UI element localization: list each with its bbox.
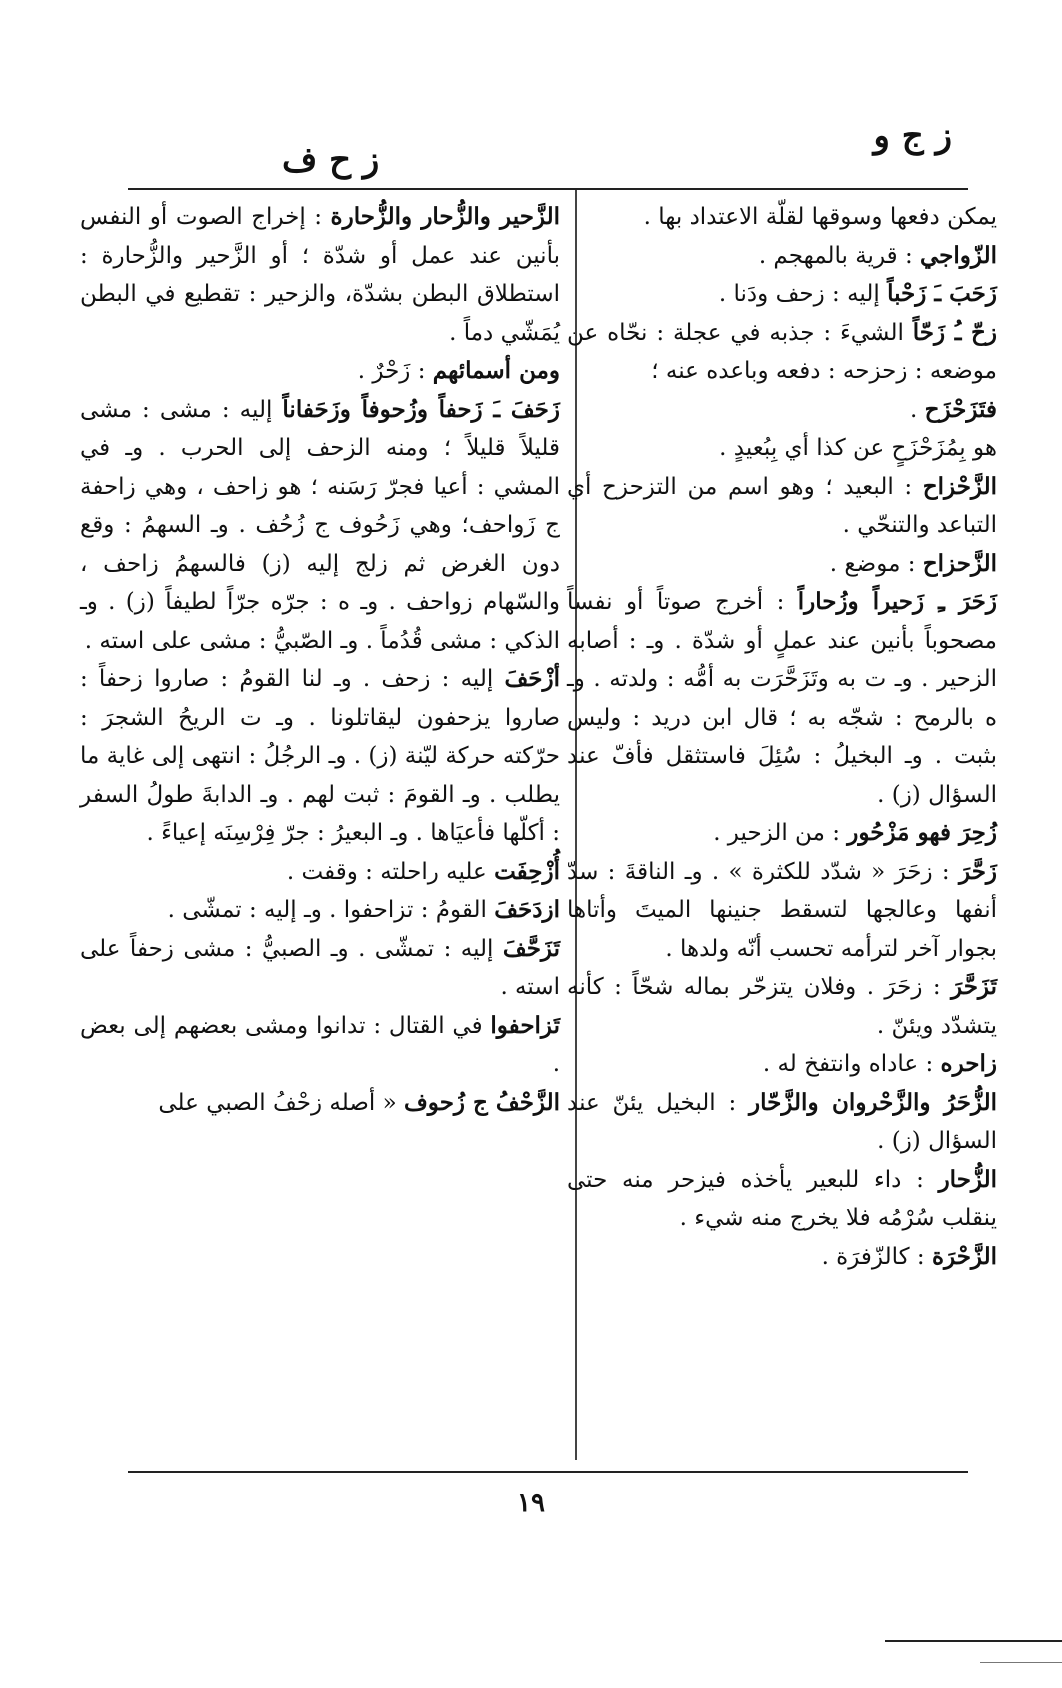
running-head-left: ز ح ف [282,140,380,180]
entry-headword: زُحِرَ فهو مَزْحُور [847,819,997,846]
entry [567,198,997,237]
entry [80,391,560,661]
entry-definition: في القتال : تدانوا ومشى بعضهم إلى بعض . [80,1012,560,1077]
entry-definition: : البعيد ؛ وهو اسم من التزحزح أي التباعد والتنحّي . [567,473,997,538]
entry-definition: : زَحْرٌ . [357,358,426,384]
entry [80,891,560,930]
entry [567,1084,997,1161]
running-head-right: ز ج و [873,116,952,156]
footer-rule [128,1471,968,1473]
entry-definition: : إخراج الصوت أو النفس بأنين عند عمل أو شدّة ؛ أو الزَّحير والزُّحارة : استطلاق البطن بشدّة، والزحير : تقطيع في البطن يُمَشّي دماً . [80,204,560,346]
entry-definition: الشيءَ : جذبه في عجلة : نحّاه عن موضعه : زحزحه : دفعه وباعده عنه ؛ [567,319,997,384]
entry-definition: يمكن دفعها وسوقها لقلّة الاعتداد بها . [643,204,997,230]
entry [567,1045,997,1084]
page-number: ١٩ [517,1488,545,1518]
entry-definition: عليه راحلته : وقفت . [286,858,487,885]
entry [567,1161,997,1238]
entry [567,814,997,853]
entry-definition: إليه : زحف ودَنا . [718,281,880,307]
entry-headword: زاحره [940,1050,997,1077]
entry-headword: الزَّحْرَة [931,1242,997,1270]
entry-definition: : زحَرَ . وفلان يتزحّر بماله شحّاً : كأنه يتشدّد ويئنّ . [567,974,997,1039]
entry-definition: إليه : مشى : مشى قليلاً قليلاً ؛ ومنه الزحف إلى الحرب . وـ في المشي : أعيا فجرّ رَسَنه ؛ هو زاحف ، وهي زاحفة ج زَواحف؛ وهي زَحُوف ج زُحُف . وـ السهمُ : وقع دون الغرض ثم زلج إليه (ز) فالسهمُ زاحف ، والسّهام زواحف . وـ ه : جرّه جرّاً لطيفاً (ز) . وـ الذكي : مشى قُدُماً . وـ الصّبيُّ : مشى على استه . [80,396,560,654]
entry-definition: : كالزّفرَة . [821,1243,925,1270]
entry [80,198,560,352]
margin-mark [980,1662,1062,1663]
entry [567,275,997,314]
margin-mark [885,1640,1062,1642]
entry-headword: ومن أسمائهم [432,357,560,384]
entry [567,853,997,969]
entry-definition: . [909,396,918,423]
entry [567,237,997,276]
entry-definition: : موضع . [829,550,916,577]
entry-headword: الزُّحار [938,1165,997,1193]
entry [80,352,560,391]
entry [80,1007,560,1084]
entry-headword: أزْحَفَ [504,665,560,692]
entry-headword: زَحَرَ ـِ زَحيراً وزُحاراً [797,588,997,615]
right-column [567,198,997,1276]
entry-headword: تَزَحَّرَ [951,973,997,1000]
entry-definition: : أخرج صوتاً أو نفساً مصحوباً بأنين عند عملٍ أو شدّة . وـ : أصابه الزحير . وـ ت به وتَزَحَّرَت به أمُّه : ولدته . وـ ه بالرمح : شجّه به ؛ قال ابن دريد : وليس بثبت . وـ البخيلُ : سُئِلَ فاستثقل فأفّ عند السؤال (ز) . [567,589,997,808]
entry-definition: : زحَرَ « شدّد للكثرة » . وـ الناقةَ : سدّ أنفها وعالجها لتسقط جنينها الميتَ وأتاها بجوار آخر لترأمه تحسب أنّه ولدها . [567,858,997,962]
entry-headword: أُزْحِفَت [494,857,560,885]
entry-headword: الزُّحَرُ والزَّحْروان والزَّحّار [749,1088,998,1116]
entry [567,314,997,391]
entry [567,1238,997,1277]
entry-headword: الزَّحير والزُّحار والزُّحارة [330,203,560,230]
entry-headword: ازدَحَفَ [494,896,560,923]
entry [567,968,997,1045]
entry-definition: : البخيل يئنّ عند السؤال (ز) . [567,1089,997,1154]
entry-definition: القومُ : تزاحفوا . وـ إليه : تمشّى . [167,897,487,923]
entry [80,853,560,892]
entry-definition: « أصله زحْفُ الصبي على [158,1089,397,1116]
entry-headword: زَحَبَ ـَ زَحْباً [887,280,997,307]
entry [567,429,997,468]
entry-headword: الزّواجي [920,241,997,269]
entry-headword: الزَّحْزاح [922,472,998,500]
entry [80,930,560,1007]
entry-headword: زحّ ـُ زَحّاً [912,318,997,346]
entry [567,545,997,584]
entry-headword: تَزاحفوا [490,1011,561,1039]
entry-headword: زَحَفَ ـَ زَحفاً وزُحوفاً وزَحَفاناً [282,395,560,423]
entry-headword: فتَزَحْزَح [924,395,997,423]
entry-headword: الزَّحزاح [922,549,997,577]
entry-headword: زَحَّرَ [959,857,998,885]
entry [567,391,997,430]
entry-definition: إليه : زحف . وـ لنا القومُ : صاروا زحفاً : صاروا يزحفون ليقاتلونا . وـ ت الريحُ الشجرَ : حرّكته حركة ليّنة (ز) . وـ الرجُلُ : انتهى إلى غاية ما يطلب . وـ القومَ : ثبت لهم . وـ الدابةَ طولُ السفر : أكلّها فأعيَاها . وـ البعيرُ : جرّ فِرْسِنَه إعياءً . [80,666,560,846]
entry-definition: : داء للبعير يأخذه فيزحر منه حتى ينقلب سُرْمُه فلا يخرج منه شيء . [567,1166,997,1231]
left-column [80,198,560,1122]
entry-definition: إليه : تمشّى . وـ الصبيُّ : مشى زحفاً على استه . [80,935,560,1000]
entry [80,1084,560,1123]
header-rule [128,188,968,190]
entry-definition: هو بِمُزَحْزَحٍ عن كذا أي بِبُعيدٍ . [719,435,997,461]
entry [567,583,997,814]
entry [567,468,997,545]
entry-definition: : عاداه وانتفخ له . [762,1051,934,1077]
entry-definition: : قرية بالمهجم . [758,242,913,269]
entry-headword: تَزَحَّفَ [502,934,561,962]
entry-headword: الزَّحْفُ ج زُحوف [403,1088,560,1116]
entry [80,660,560,853]
entry-definition: : من الزحير . [713,820,840,846]
